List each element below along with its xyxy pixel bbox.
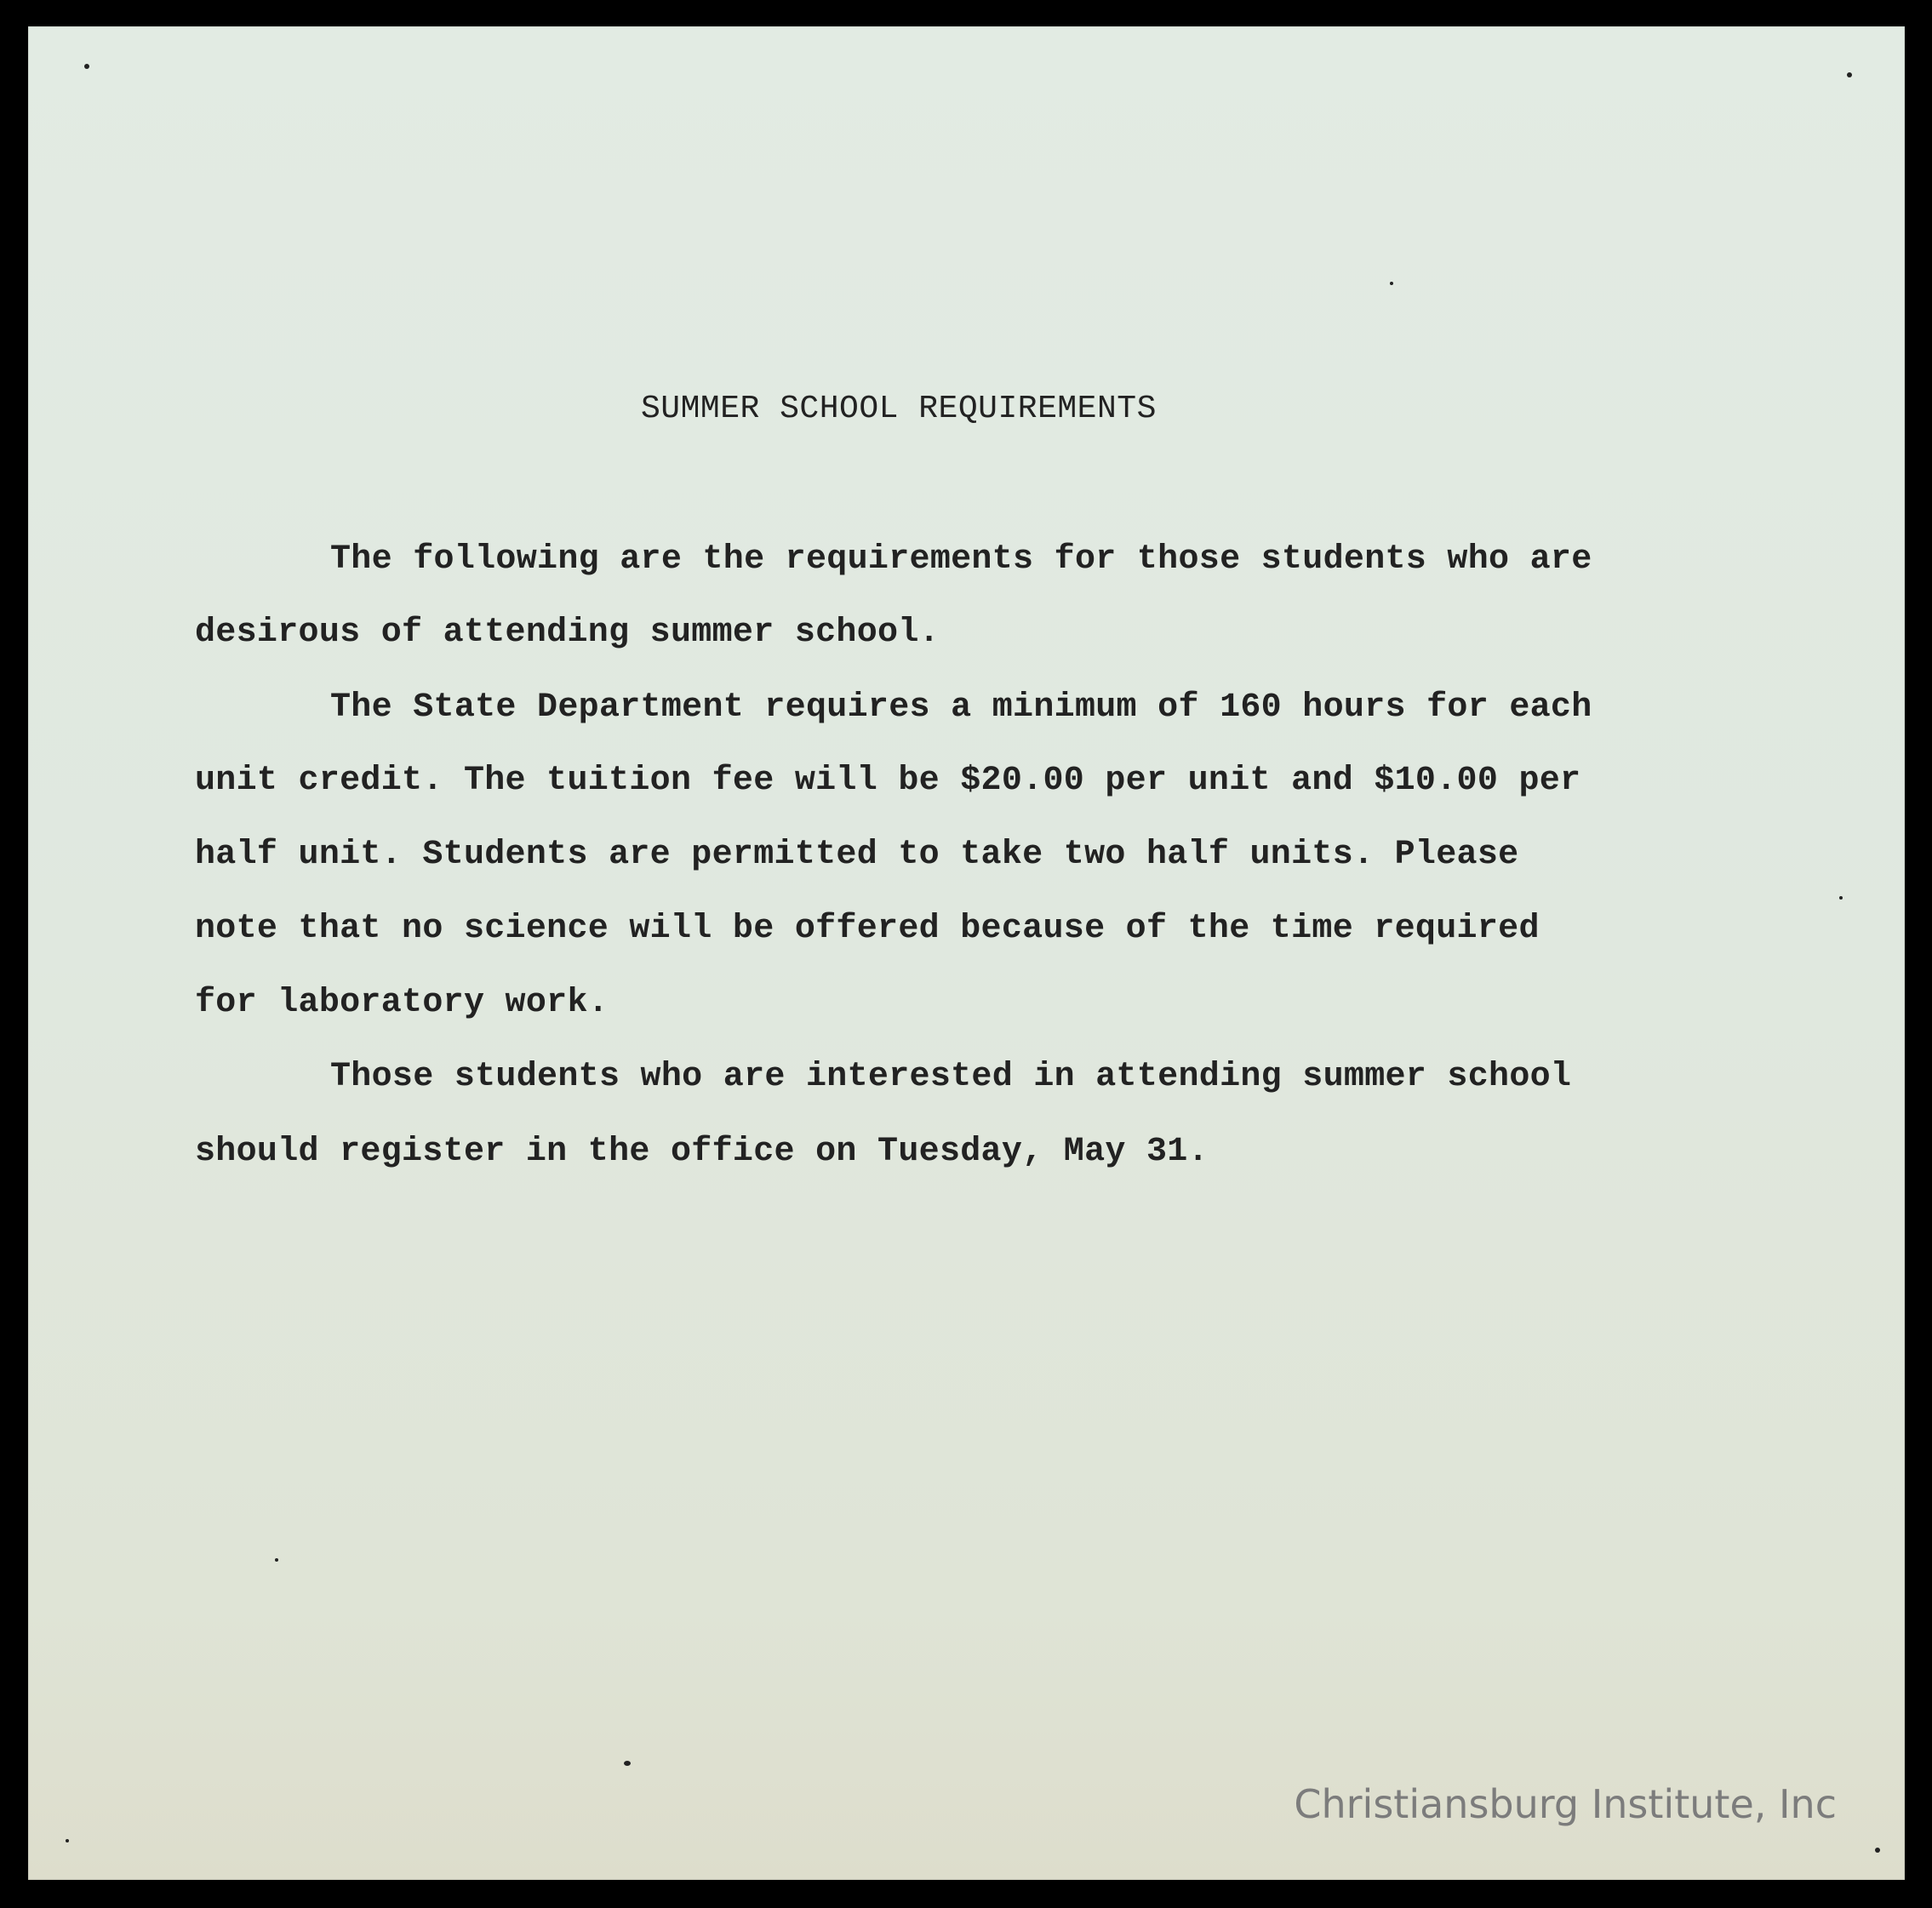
paper-speck	[275, 1558, 278, 1562]
document-page	[28, 26, 1905, 1880]
paper-speck	[624, 1761, 631, 1766]
watermark: Christiansburg Institute, Inc	[1294, 1781, 1837, 1827]
paper-speck	[66, 1839, 69, 1842]
paper-speck	[1390, 282, 1393, 285]
paragraph-2-line-5: for laboratory work.	[195, 984, 609, 1022]
paragraph-2-line-4: note that no science will be offered because of the time required	[195, 910, 1540, 948]
paragraph-3-line-2: should register in the office on Tuesday, May 31.	[195, 1133, 1209, 1171]
paper-speck	[1847, 72, 1852, 77]
paper-speck	[1875, 1848, 1880, 1853]
paragraph-1-line-2: desirous of attending summer school.	[195, 614, 940, 652]
paragraph-2-line-3: half unit. Students are permitted to take two half units. Please	[195, 836, 1519, 874]
paragraph-1-line-1: The following are the requirements for those students who are	[330, 540, 1592, 579]
paper-speck	[84, 64, 89, 69]
paragraph-2-line-1: The State Department requires a minimum of 160 hours for each	[330, 688, 1592, 727]
paragraph-3-line-1: Those students who are interested in attending summer school	[330, 1058, 1572, 1096]
paragraph-2-line-2: unit credit. The tuition fee will be $20.00 per unit and $10.00 per	[195, 762, 1581, 800]
document-title: SUMMER SCHOOL REQUIREMENTS	[641, 391, 1157, 427]
paper-speck	[1839, 896, 1843, 900]
